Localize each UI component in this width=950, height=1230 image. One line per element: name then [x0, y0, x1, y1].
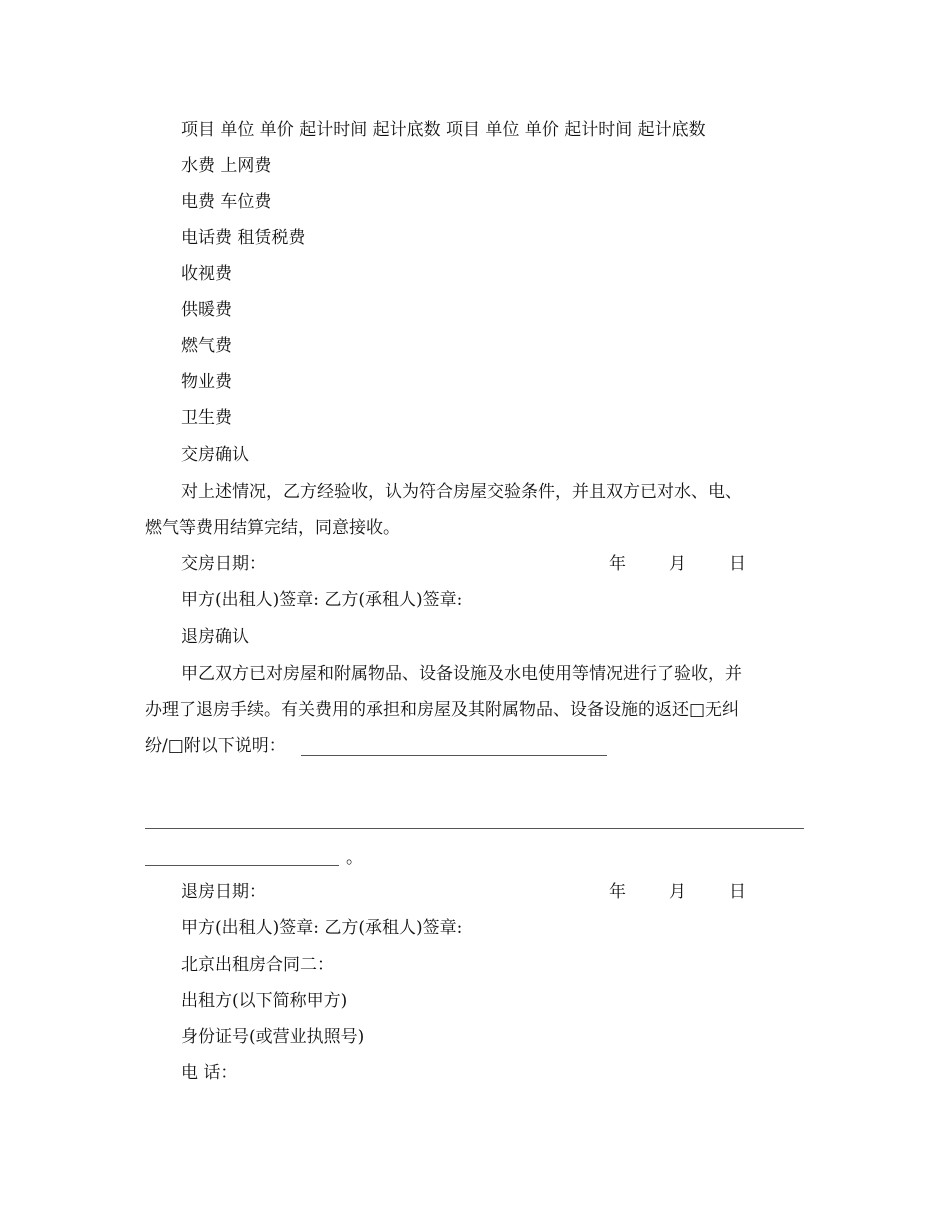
checkout-date-label: 退房日期：	[181, 882, 266, 902]
fee-row-tv: 收视费	[181, 264, 232, 284]
checkout-title: 退房确认	[181, 627, 249, 647]
handover-signatures: 甲方(出租人)签章: 乙方(承租人)签章:	[181, 590, 463, 610]
contract2-phone: 电 话：	[181, 1063, 238, 1083]
handover-day: 日	[729, 554, 746, 574]
checkout-body-line3: 纷/□附以下说明：	[145, 736, 286, 756]
handover-date-fields	[609, 552, 746, 576]
checkout-body-line1: 甲乙双方已对房屋和附属物品、设备设施及水电使用等情况进行了验收，并	[181, 664, 742, 684]
handover-month: 月	[669, 554, 686, 574]
explanation-underline-3	[145, 865, 339, 866]
fee-row-sanitation: 卫生费	[181, 408, 232, 428]
fee-row-electric-parking: 电费 车位费	[181, 192, 272, 212]
handover-body-line2: 燃气等费用结算完结，同意接收。	[145, 518, 400, 538]
contract2-id-number: 身份证号(或营业执照号)	[181, 1027, 365, 1047]
fee-row-water-internet: 水费 上网费	[181, 156, 272, 176]
fee-row-property: 物业费	[181, 372, 232, 392]
fee-row-gas: 燃气费	[181, 336, 232, 356]
explanation-period: 。	[346, 848, 363, 868]
contract2-lessor: 出租方(以下简称甲方)	[181, 991, 348, 1011]
fee-row-phone-tax: 电话费 租赁税费	[181, 228, 306, 248]
checkout-day: 日	[729, 882, 746, 902]
handover-year: 年	[609, 554, 626, 574]
checkout-signatures: 甲方(出租人)签章: 乙方(承租人)签章:	[181, 918, 463, 938]
checkout-body-line2: 办理了退房手续。有关费用的承担和房屋及其附属物品、设备设施的返还□无纠	[145, 700, 740, 720]
contract2-title: 北京出租房合同二：	[181, 955, 334, 975]
checkout-date-fields	[609, 880, 746, 904]
handover-title: 交房确认	[181, 445, 249, 465]
checkout-month: 月	[669, 882, 686, 902]
handover-body-line1: 对上述情况，乙方经验收，认为符合房屋交验条件，并且双方已对水、电、	[181, 482, 742, 502]
explanation-underline-1	[301, 755, 607, 756]
fee-row-heating: 供暖费	[181, 300, 232, 320]
fee-table-header: 项目 单位 单价 起计时间 起计底数 项目 单位 单价 起计时间 起计底数	[181, 120, 706, 140]
explanation-underline-2	[145, 828, 804, 829]
checkout-year: 年	[609, 882, 626, 902]
handover-date-label: 交房日期：	[181, 554, 266, 574]
